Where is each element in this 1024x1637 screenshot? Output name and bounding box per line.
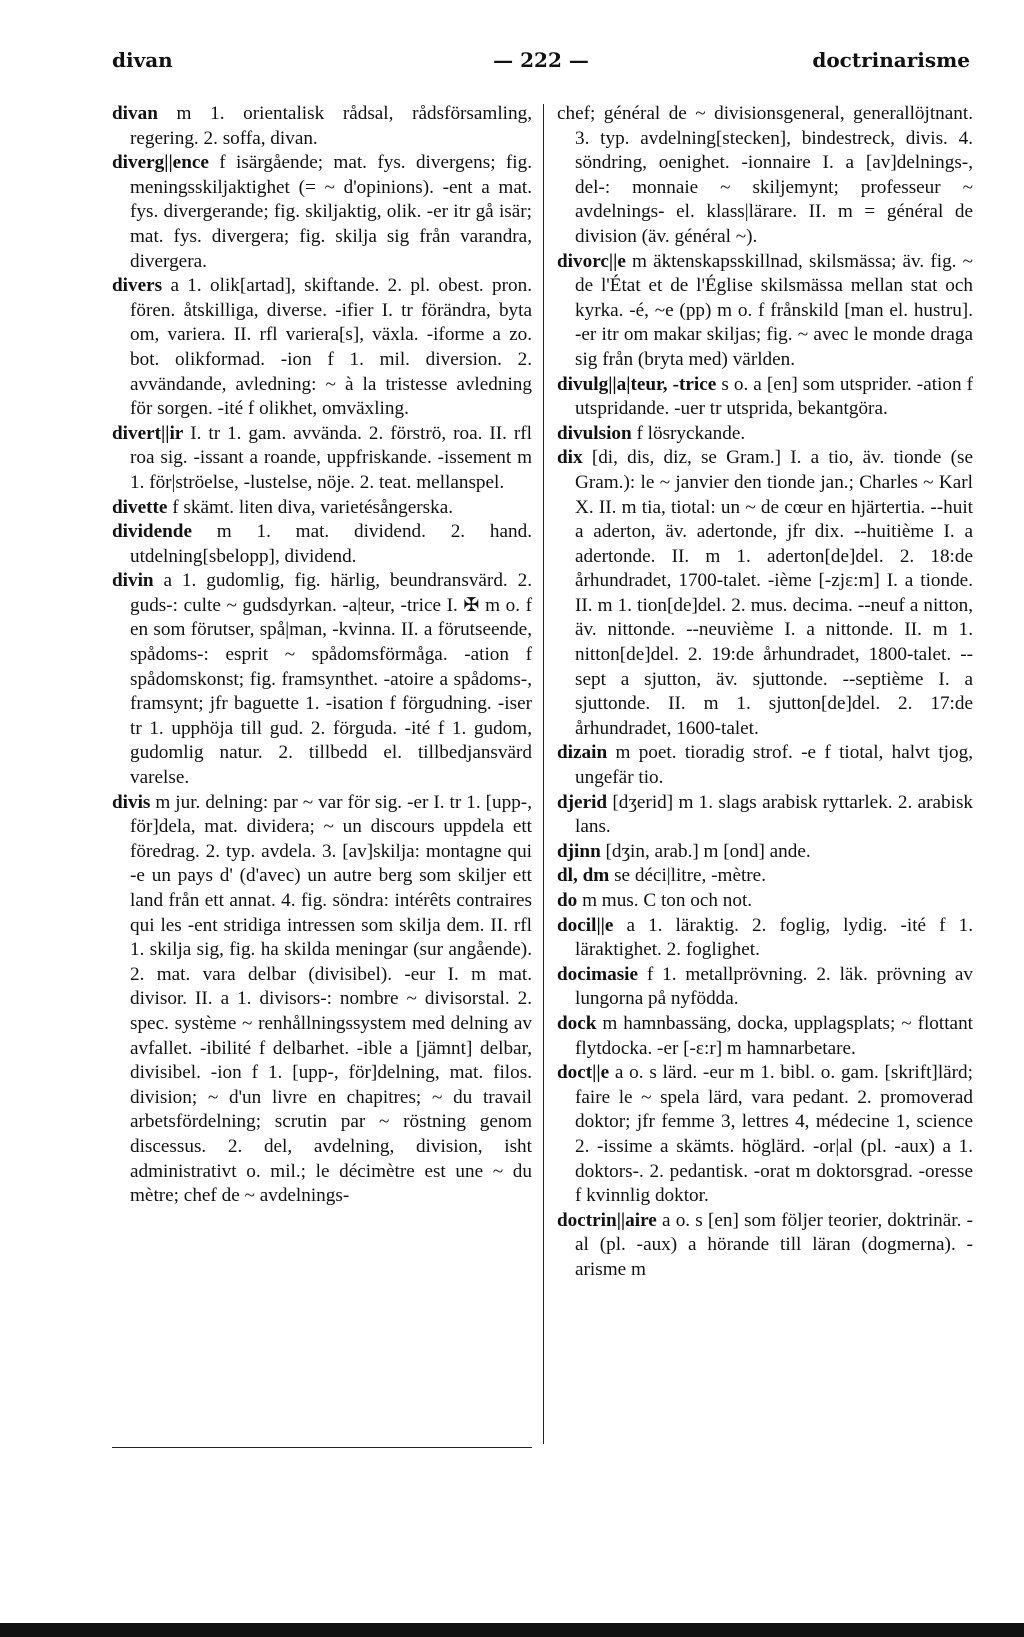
entry-definition: [dʒin, arab.] m [ond] ande.: [600, 840, 811, 862]
entry-definition: m jur. delning: par ~ var för sig. -er I. tr 1. [upp-, för]dela, mat. dividera; ~ un discours uppdela ett föredrag. 2. typ. avdela. 3. [av]skilja: montagne qui -e un pays d' (d'avec) un autre berg som skiljer ett land från ett annat. 4. fig. söndra: intérêts contraires qui les -ent stridiga intressen som skilja dem. II. rfl 1. skilja sig, fig. ha skilda meningar (sur angående). 2. mat. vara delbar (divisibel). -eur I. m mat. divisor. II. a 1. divisors-: nombre ~ divisorstal. 2. spec. système ~ renhållningssystem med delning av avfallet. -ibilité f delbarhet. -ible a [jämnt] delbar, divisibel. -ion f 1. [upp-, för]delning, mat. filos. division; ~ d'un livre en chapitres; ~ du travail arbetsfördelning; scrutin par ~ röstning genom discessus. 2. del, avdelning, division, isht administrativt o. mil.; le décimètre est une ~ du mètre; chef de ~ avdelnings-: [130, 791, 532, 1207]
entry-headword: doctrin||aire: [557, 1209, 657, 1231]
entry-headword: divert||ir: [112, 422, 184, 444]
dictionary-entry: [557, 963, 973, 1012]
entry-definition: chef; général de ~ divisionsgeneral, generallöjtnant. 3. typ. avdelning[stecken], bindestreck, divis. 4. söndring, oenighet. -ionnaire I. a [av]delnings-, del-: monnaie ~ skiljemynt; professeur ~ avdelnings- el. klass|lärare. II. m = général de division (äv. général ~).: [557, 103, 973, 247]
dictionary-entry: [557, 1061, 973, 1209]
entry-headword: docil||e: [557, 914, 614, 936]
entry-headword: divulsion: [557, 422, 632, 444]
left-column: [112, 102, 532, 1209]
entry-definition: m 1. orientalisk rådsal, rådsförsamling, regering. 2. soffa, divan.: [130, 103, 532, 149]
entry-definition: a 1. gudomlig, fig. härlig, beundransvärd. 2. guds-: culte ~ gudsdyrkan. -a|teur, -trice I. ✠ m o. f en som förutser, spå|man, -kvinna. II. a förutseende, spådoms-: esprit ~ spådomsförmåga. -ation f spådomskonst; fig. framsynthet. -atoire a spådoms-, framsynt; jfr baguette 1. -isation f förgudning. -iser tr 1. upphöja till gud. 2. förguda. -ité f 1. gudom, gudomlig natur. 2. tillbedd el. tillbedjansvärd varelse.: [130, 570, 532, 789]
entry-headword: dizain: [557, 742, 608, 764]
entry-headword: divulg||a|teur, -trice: [557, 373, 717, 395]
entry-definition: [di, dis, diz, se Gram.] I. a tio, äv. tionde (se Gram.): le ~ janvier den tionde jan.; Charles ~ Karl X. II. m tia, tiotal: un ~ de cœur en hjärtertia. --huit a aderton, äv. adertonde, jfr dix. --huitième I. a adertonde. II. m 1. aderton[de]del. 2. 18:de århundradet, 1700-talet. -ième [-zjɛ:m] I. a tionde. II. m 1. tion[de]del. 2. mus. decima. --neuf a nitton, äv. nittonde. --neuvième I. a nittonde. II. m 1. nitton[de]del. 2. 19:de århundradet, 1800-talet. --sept a sjutton, äv. sjuttonde. --septième I. a sjuttonde. II. m 1. sjutton[de]del. 2. 17:de århundradet, 1600-talet.: [575, 447, 973, 739]
dictionary-entry: [557, 889, 973, 914]
entry-headword: doct||e: [557, 1062, 610, 1084]
entry-headword: divan: [112, 103, 158, 124]
entry-definition: s o. a [en] som utsprider. -ation f utspridande. -uer tr utsprida, bekantgöra.: [575, 373, 973, 420]
dictionary-entry: [557, 864, 973, 889]
dictionary-entry: [112, 151, 532, 274]
dictionary-entry: [557, 840, 973, 865]
dictionary-entry: [557, 102, 973, 250]
dictionary-entry: [557, 250, 973, 373]
dictionary-entry: [112, 496, 532, 521]
page-number: — 222 —: [493, 48, 589, 72]
footer-rule: [112, 1447, 532, 1448]
dictionary-entry: [112, 102, 532, 151]
entry-definition: f lösryckande.: [631, 422, 746, 444]
dictionary-entry: [557, 422, 973, 447]
entry-headword: docimasie: [557, 963, 639, 985]
dictionary-entry: [557, 1209, 973, 1283]
entry-definition: se déci|litre, -mètre.: [609, 865, 766, 887]
scan-edge: [0, 1623, 1024, 1637]
entry-definition: a o. s lärd. -eur m 1. bibl. o. gam. [skrift]lärd; faire le ~ spela lärd, vara pedant. 2. promoverad doktor; jfr femme 3, lettres 4, médecine 1, science 2. -issime a skämts. höglärd. -or|al (pl. -aux) a 1. doktors-. 2. pedantisk. -orat m doktorsgrad. -oresse f kvinnlig doktor.: [575, 1062, 973, 1207]
header-last-word: doctrinarisme: [812, 48, 970, 72]
entry-definition: f isärgående; mat. fys. divergens; fig. meningsskiljaktighet (= ~ d'opinions). -ent a mat. fys. divergerande; fig. skiljaktig, olik. -er itr gå isär; mat. fys. divergera; fig. skilja sig från varandra, divergera.: [130, 152, 532, 272]
entry-headword: do: [557, 890, 578, 911]
right-column: [557, 102, 973, 1283]
column-divider: [543, 104, 544, 1444]
dictionary-entry: [112, 422, 532, 496]
dictionary-entry: [112, 274, 532, 422]
entry-headword: divorc||e: [557, 250, 626, 272]
entry-headword: dividende: [112, 521, 192, 543]
dictionary-entry: [557, 373, 973, 422]
entry-headword: divin: [112, 570, 154, 592]
entry-definition: m 1. mat. dividend. 2. hand. utdelning[sbelopp], dividend.: [130, 521, 532, 567]
entry-headword: djinn: [557, 840, 601, 862]
entry-headword: dix: [557, 447, 583, 469]
header-first-word: divan: [112, 48, 173, 72]
entry-headword: divette: [112, 496, 168, 518]
dictionary-entry: [557, 914, 973, 963]
dictionary-entry: [112, 791, 532, 1209]
entry-definition: m äktenskapsskillnad, skilsmässa; äv. fig. ~ de l'État et de l'Église skilsmässa mellan stat och kyrka. -é, ~e (pp) m o. f frånskild [man el. hustru]. -er itr om makar skiljas; fig. ~ avec le monde draga sig från (bryta med) världen.: [575, 250, 973, 370]
dictionary-entry: [557, 791, 973, 840]
page-header: [112, 48, 970, 78]
dictionary-entry: [557, 741, 973, 790]
entry-definition: I. tr 1. gam. avvända. 2. förströ, roa. II. rfl roa sig. -issant a roande, uppfriskande. -issement m 1. för|ströelse, -lustelse, nöje. 2. teat. mellanspel.: [130, 422, 532, 493]
dictionary-entry: [112, 520, 532, 569]
entry-definition: m poet. tioradig strof. -e f tiotal, halvt tjog, ungefär tio.: [575, 742, 973, 789]
entry-definition: a o. s [en] som följer teorier, doktrinär. -al (pl. -aux) a hörande till läran (dogmerna). -arisme m: [575, 1209, 973, 1280]
entry-headword: djerid: [557, 791, 608, 813]
entry-headword: dl, dm: [557, 865, 610, 887]
dictionary-entry: [557, 446, 973, 741]
entry-definition: a 1. läraktig. 2. foglig, lydig. -ité f 1. läraktighet. 2. foglighet.: [575, 914, 973, 961]
entry-headword: divis: [112, 791, 151, 813]
dictionary-entry: [112, 569, 532, 790]
entry-definition: m mus. C ton och not.: [577, 890, 753, 911]
entry-headword: diverg||ence: [112, 152, 209, 174]
entry-definition: f skämt. liten diva, varietésångerska.: [167, 496, 454, 518]
entry-headword: divers: [112, 275, 163, 297]
entry-headword: dock: [557, 1012, 597, 1034]
dictionary-entry: [557, 1012, 973, 1061]
entry-definition: [dʒerid] m 1. slags arabisk ryttarlek. 2. arabisk lans.: [575, 791, 973, 838]
entry-definition: a 1. olik[artad], skiftande. 2. pl. obest. pron. fören. åtskilliga, diverse. -ifier I. tr förändra, byta om, variera. II. rfl variera[s], växla. -iforme a zo. bot. olikformad. -ion f 1. mil. diversion. 2. avvändande, avledning: ~ à la tristesse avledning för sorgen. -ité f olikhet, omväxling.: [130, 275, 532, 420]
entry-definition: f 1. metallprövning. 2. läk. prövning av lungorna på nyfödda.: [575, 963, 973, 1010]
entry-definition: m hamnbassäng, docka, upplagsplats; ~ flottant flytdocka. -er [-ɛ:r] m hamnarbetare.: [575, 1012, 973, 1059]
